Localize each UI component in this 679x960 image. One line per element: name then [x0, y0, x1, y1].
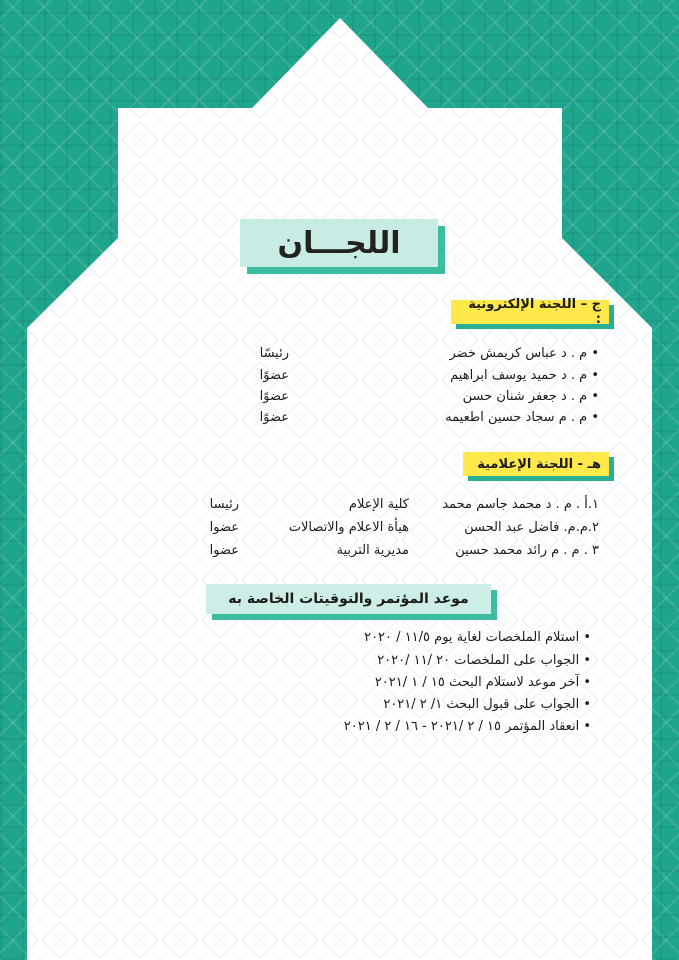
electronic-member-role: عضوًا — [259, 389, 289, 404]
media-member-org: مديرية التربية — [336, 543, 409, 558]
schedule-item: • انعقاد المؤتمر ١٥ / ٢ /٢٠٢١ - ١٦ / ٢ / ٢٠٢١ — [343, 719, 591, 734]
electronic-member-role: رئيسًا — [259, 346, 289, 361]
media-member-name: ٢.م.م. فاضل عبد الحسن — [464, 520, 599, 535]
page-title: اللجـــان — [277, 225, 401, 261]
media-member-name: ٣ . م . م رائد محمد حسين — [455, 543, 599, 558]
committees-title-box — [240, 219, 438, 267]
electronic-member-name: • م . د حميد يوسف ابراهيم — [450, 368, 599, 383]
media-member-org: هيأة الاعلام والاتصالات — [288, 520, 409, 535]
electronic-member-role: عضوًا — [259, 368, 289, 383]
schedule-item: • الجواب على الملخصات ٢٠ /١١ /٢٠٢٠ — [377, 653, 591, 668]
electronic-member-role: عضوًا — [259, 410, 289, 425]
media-member-org: كلية الإعلام — [348, 497, 409, 512]
electronic-member-name: • م . د جعفر شنان حسن — [462, 389, 599, 404]
schedule-heading-box — [206, 584, 491, 614]
media-member-name: ١.أ . م . د محمد جاسم محمد — [442, 497, 599, 512]
schedule-item: • آخر موعد لاستلام البحث ١٥ / ١ /٢٠٢١ — [374, 675, 591, 690]
electronic-member-name: • م . د عباس كريمش خضر — [449, 346, 599, 361]
media-member-role: عضوا — [209, 520, 239, 535]
media-committee-heading: هـ - اللجنة الإعلامية — [463, 452, 609, 476]
electronic-member-name: • م . م سجاد حسين اطعيمه — [445, 410, 599, 425]
schedule-item: • استلام الملخصات لغاية يوم ١١/٥ / ٢٠٢٠ — [364, 630, 591, 645]
schedule-item: • الجواب على قبول البحث ١/ ٢ /٢٠٢١ — [383, 697, 591, 712]
media-member-role: عضوا — [209, 543, 239, 558]
media-member-role: رئيسا — [209, 497, 239, 512]
electronic-committee-heading: ج – اللجنة الإلكترونية : — [451, 300, 609, 324]
schedule-heading: موعد المؤتمر والتوقيتات الخاصة به — [228, 591, 469, 607]
